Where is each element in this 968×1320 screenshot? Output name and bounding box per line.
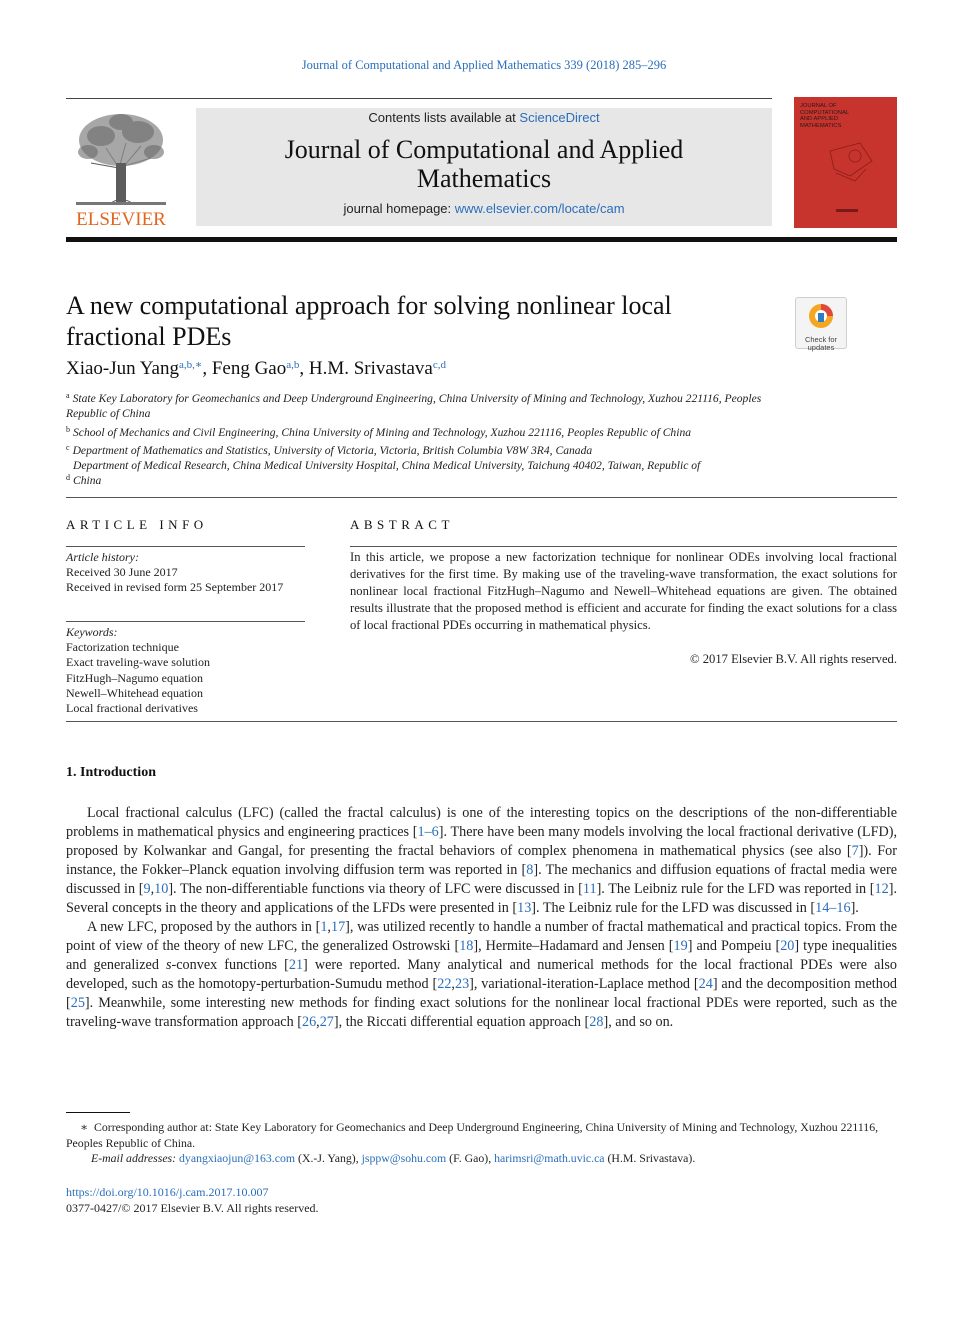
journal-homepage-line bbox=[196, 201, 772, 216]
history-label: Article history: bbox=[66, 550, 139, 564]
sciencedirect-link[interactable]: ScienceDirect bbox=[519, 110, 600, 125]
citation-link[interactable]: 1 bbox=[320, 919, 328, 935]
citation-link[interactable]: 12 bbox=[874, 881, 889, 897]
article-info-rule bbox=[66, 621, 305, 622]
affiliation-text: Department of Medical Research, China Medical University Hospital, China Medical University, Taichung 40402, Taiwan, Republic of China bbox=[73, 459, 701, 488]
elsevier-logo[interactable] bbox=[66, 108, 176, 230]
paragraph-text: ] were reported. Many analytical and numerical methods for the local fractional PDEs were also developed, such as the homotopy-perturbation-Sumudu method [ bbox=[66, 957, 898, 992]
affiliation-text: State Key Laboratory for Geomechanics and Deep Underground Engineering, China University of Mining and Technology, Xuzhou 221116, Peoples Republic of China bbox=[66, 392, 762, 421]
paragraph bbox=[66, 918, 897, 1032]
paragraph-text: ], was utilized recently to handle a number of fractal mathematical and practical topics. From the point of view of the theory of new LFC, the generalized Ostrowski [ bbox=[66, 919, 897, 954]
paragraph-text: ]. Several concepts in the theory and applications of the LFDs were presented in [ bbox=[66, 881, 897, 916]
abstract-heading: ABSTRACT bbox=[350, 517, 454, 532]
keyword: Factorization technique bbox=[66, 640, 179, 655]
affiliation bbox=[66, 388, 766, 422]
revised-date: Received in revised form 25 September 2017 bbox=[66, 580, 284, 595]
check-updates-label: Check for updates bbox=[804, 335, 838, 352]
affiliation-mark: b bbox=[66, 424, 70, 434]
paragraph-text: ], Hermite–Hadamard and Jensen [ bbox=[473, 938, 674, 954]
cover-title: JOURNAL OF COMPUTATIONAL AND APPLIED MATHEMATICS bbox=[800, 103, 849, 129]
paragraph bbox=[66, 804, 897, 918]
article-info-heading: ARTICLE INFO bbox=[66, 517, 208, 532]
section-heading: 1. Introduction bbox=[66, 765, 156, 780]
author-name[interactable]: H.M. Srivastava bbox=[308, 358, 433, 379]
affiliation bbox=[66, 422, 766, 440]
citation-link[interactable]: 23 bbox=[454, 976, 470, 992]
paragraph-text: ]. Meanwhile, some interesting new methods for finding exact solutions for the nonlinear local fractional PDEs were reported, such as the traveling-wave transformation approach [ bbox=[66, 995, 897, 1030]
article-info-rule bbox=[66, 546, 305, 547]
email-link[interactable]: dyangxiaojun@163.com bbox=[179, 1151, 296, 1166]
check-for-updates-button[interactable] bbox=[795, 297, 847, 352]
citation-link[interactable]: 21 bbox=[288, 957, 304, 973]
paragraph-text: Local fractional calculus (LFC) (called the fractal calculus) is one of the interesting topics on the descriptions of the non-differentiable problems in mathematical physics and engineering practices [ bbox=[66, 805, 897, 840]
citation-link[interactable]: 9 bbox=[143, 881, 151, 897]
abstract-rule bbox=[350, 546, 897, 547]
journal-citation-header[interactable]: Journal of Computational and Applied Mathematics 339 (2018) 285–296 bbox=[301, 58, 667, 72]
author-affiliation-marks[interactable]: a,b,∗ bbox=[178, 359, 203, 371]
contents-line bbox=[196, 108, 772, 125]
affiliation bbox=[66, 440, 766, 458]
keyword: Exact traveling-wave solution bbox=[66, 655, 210, 670]
abstract-text: In this article, we propose a new factorization technique for nonlinear ODEs involving local fractional derivatives for the first time. By making use of the traveling-wave transformation, the exact solutions for nonlinear local fractional FitzHugh–Nagumo and Newell–Whitehead equations are given. The obtained results illustrate that the proposed method is efficient and accurate for finding the exact solutions for a class of local fractional PDEs occurring in mathematical physics. bbox=[350, 550, 897, 633]
doi-link[interactable]: https://doi.org/10.1016/j.cam.2017.10.007 bbox=[66, 1185, 269, 1199]
citation-link[interactable]: 7 bbox=[851, 843, 859, 859]
paragraph-text: ], and so on. bbox=[603, 1014, 674, 1030]
homepage-prefix: journal homepage: bbox=[343, 201, 455, 216]
doi-block bbox=[66, 1185, 319, 1216]
citation-link[interactable]: 17 bbox=[330, 919, 346, 935]
check-updates-icon bbox=[806, 301, 836, 331]
paragraph-text: ] and the decomposition method [ bbox=[66, 976, 898, 1011]
paragraph-text: ], the Riccati differential equation approach [ bbox=[333, 1014, 590, 1030]
paragraph-text: ]. bbox=[850, 900, 859, 916]
section-divider bbox=[66, 497, 897, 498]
citation-link[interactable]: 8 bbox=[526, 862, 534, 878]
section-divider bbox=[66, 721, 897, 722]
journal-homepage-link[interactable]: www.elsevier.com/locate/cam bbox=[454, 201, 625, 216]
affiliation-mark: d bbox=[66, 473, 70, 483]
paragraph-text: ]. The Leibniz rule for the LFD was reported in [ bbox=[596, 881, 875, 897]
citation-link[interactable]: 22 bbox=[437, 976, 452, 992]
keyword: Newell–Whitehead equation bbox=[66, 685, 203, 700]
paragraph-text: , bbox=[327, 919, 331, 935]
paragraph-text: -convex functions [ bbox=[171, 957, 289, 973]
author-name[interactable]: Xiao-Jun Yang bbox=[66, 358, 179, 379]
received-date: Received 30 June 2017 bbox=[66, 565, 178, 580]
paragraph-text: A new LFC, proposed by the authors in [ bbox=[87, 919, 321, 935]
email-label: E-mail addresses: bbox=[91, 1151, 177, 1166]
header-rule bbox=[66, 98, 772, 99]
keyword: FitzHugh–Nagumo equation bbox=[66, 670, 203, 685]
footnote-star: ∗ bbox=[80, 1120, 89, 1134]
affiliation-text: School of Mechanics and Civil Engineering, China University of Mining and Technology, Xuzhou 221116, Peoples Republic of China bbox=[73, 425, 692, 439]
affiliation-mark: c bbox=[66, 442, 70, 452]
citation-link[interactable]: 13 bbox=[517, 900, 532, 916]
citation-link[interactable]: 27 bbox=[319, 1014, 334, 1030]
email-owner: (H.M. Srivastava). bbox=[604, 1151, 696, 1166]
paragraph-text: ]. The mechanics and diffusion equations of fractal media were discussed in [ bbox=[66, 862, 897, 897]
elsevier-tree-icon bbox=[66, 108, 176, 230]
affiliations bbox=[66, 388, 766, 489]
svg-text:ELSEVIER: ELSEVIER bbox=[76, 209, 166, 230]
contents-prefix: Contents lists available at bbox=[368, 110, 520, 125]
affiliation bbox=[66, 458, 766, 489]
affiliation-mark: a bbox=[66, 391, 70, 400]
paragraph-text: ] type inequalities and generalized bbox=[66, 938, 898, 973]
keywords-block bbox=[66, 625, 305, 716]
paragraph-text: , bbox=[316, 1014, 320, 1030]
citation-link[interactable]: 18 bbox=[459, 938, 474, 954]
paragraph-text: ]. The non-differentiable functions via theory of LFC were discussed in [ bbox=[168, 881, 583, 897]
journal-cover-thumbnail[interactable] bbox=[794, 97, 897, 228]
masthead-bottom-rule bbox=[66, 237, 897, 242]
citation-link[interactable]: 11 bbox=[582, 881, 597, 897]
citation-link[interactable]: 28 bbox=[589, 1014, 604, 1030]
email-owner: (X.-J. Yang), bbox=[295, 1151, 362, 1166]
citation-link[interactable]: 1–6 bbox=[417, 824, 439, 840]
paragraph-text: , bbox=[451, 976, 455, 992]
keyword: Local fractional derivatives bbox=[66, 701, 198, 716]
author-list: Xiao-Jun Yang$^{a,b,∗}$, Feng Gao$^{a,b}$, H.M. Srivastava$^{c,d}$ bbox=[66, 358, 447, 379]
citation-link[interactable]: 25 bbox=[70, 995, 85, 1011]
corresponding-author-note bbox=[66, 1120, 897, 1151]
cover-graphic-icon bbox=[800, 121, 890, 221]
body-text bbox=[66, 804, 897, 1032]
citation-link[interactable]: 24 bbox=[698, 976, 713, 992]
italic-text: s bbox=[165, 957, 172, 973]
email-link[interactable]: jsppw@sohu.com bbox=[361, 1151, 447, 1166]
email-addresses bbox=[66, 1151, 897, 1167]
paragraph-text: ]. There have been many models involving the local fractional derivative (LFD), proposed by Kolwankar and Gangal, for presenting the fractal behaviors of complex phenomena in mathematical physics (see also [ bbox=[66, 824, 898, 859]
paragraph-text: ], variational-iteration-Laplace method [ bbox=[469, 976, 699, 992]
paragraph-text: ]. The Leibniz rule for the LFD was discussed in [ bbox=[531, 900, 816, 916]
journal-masthead bbox=[196, 108, 772, 226]
author-affiliation-marks[interactable]: a,b bbox=[286, 359, 300, 371]
paragraph-text: ] and Pompeiu [ bbox=[687, 938, 781, 954]
article-history bbox=[66, 550, 305, 596]
keywords-label: Keywords: bbox=[66, 625, 118, 639]
paragraph-text: , bbox=[150, 881, 155, 897]
email-link[interactable]: harimsri@math.uvic.ca bbox=[494, 1151, 605, 1166]
journal-name: Journal of Computational and Applied Mathematics bbox=[284, 135, 684, 193]
author-name[interactable]: Feng Gao bbox=[211, 358, 287, 379]
issn-copyright: 0377-0427/© 2017 Elsevier B.V. All rights reserved. bbox=[66, 1200, 319, 1215]
paragraph-text: ]). For instance, the Fokker–Planck equation involving diffusion term was reported in [ bbox=[66, 843, 897, 878]
footnote-rule bbox=[66, 1112, 130, 1113]
citation-link[interactable]: 26 bbox=[301, 1014, 317, 1030]
email-owner: (F. Gao), bbox=[446, 1151, 495, 1166]
paper-title: A new computational approach for solving nonlinear local fractional PDEs bbox=[66, 291, 672, 351]
abstract-copyright: © 2017 Elsevier B.V. All rights reserved. bbox=[690, 652, 897, 666]
citation-link[interactable]: 19 bbox=[673, 938, 688, 954]
citation-link[interactable]: 10 bbox=[154, 881, 169, 897]
author-affiliation-marks[interactable]: c,d bbox=[432, 359, 447, 371]
citation-link[interactable]: 14–16 bbox=[815, 900, 851, 916]
corresponding-author-text: Corresponding author at: State Key Laboratory for Geomechanics and Deep Underground Engineering, China University of Mining and Technology, Xuzhou 221116, Peoples Republic of China. bbox=[66, 1120, 879, 1150]
footnote bbox=[66, 1120, 897, 1167]
affiliation-text: Department of Mathematics and Statistics, University of Victoria, Victoria, British Columbia V8W 3R4, Canada bbox=[72, 443, 593, 457]
citation-link[interactable]: 20 bbox=[780, 938, 795, 954]
